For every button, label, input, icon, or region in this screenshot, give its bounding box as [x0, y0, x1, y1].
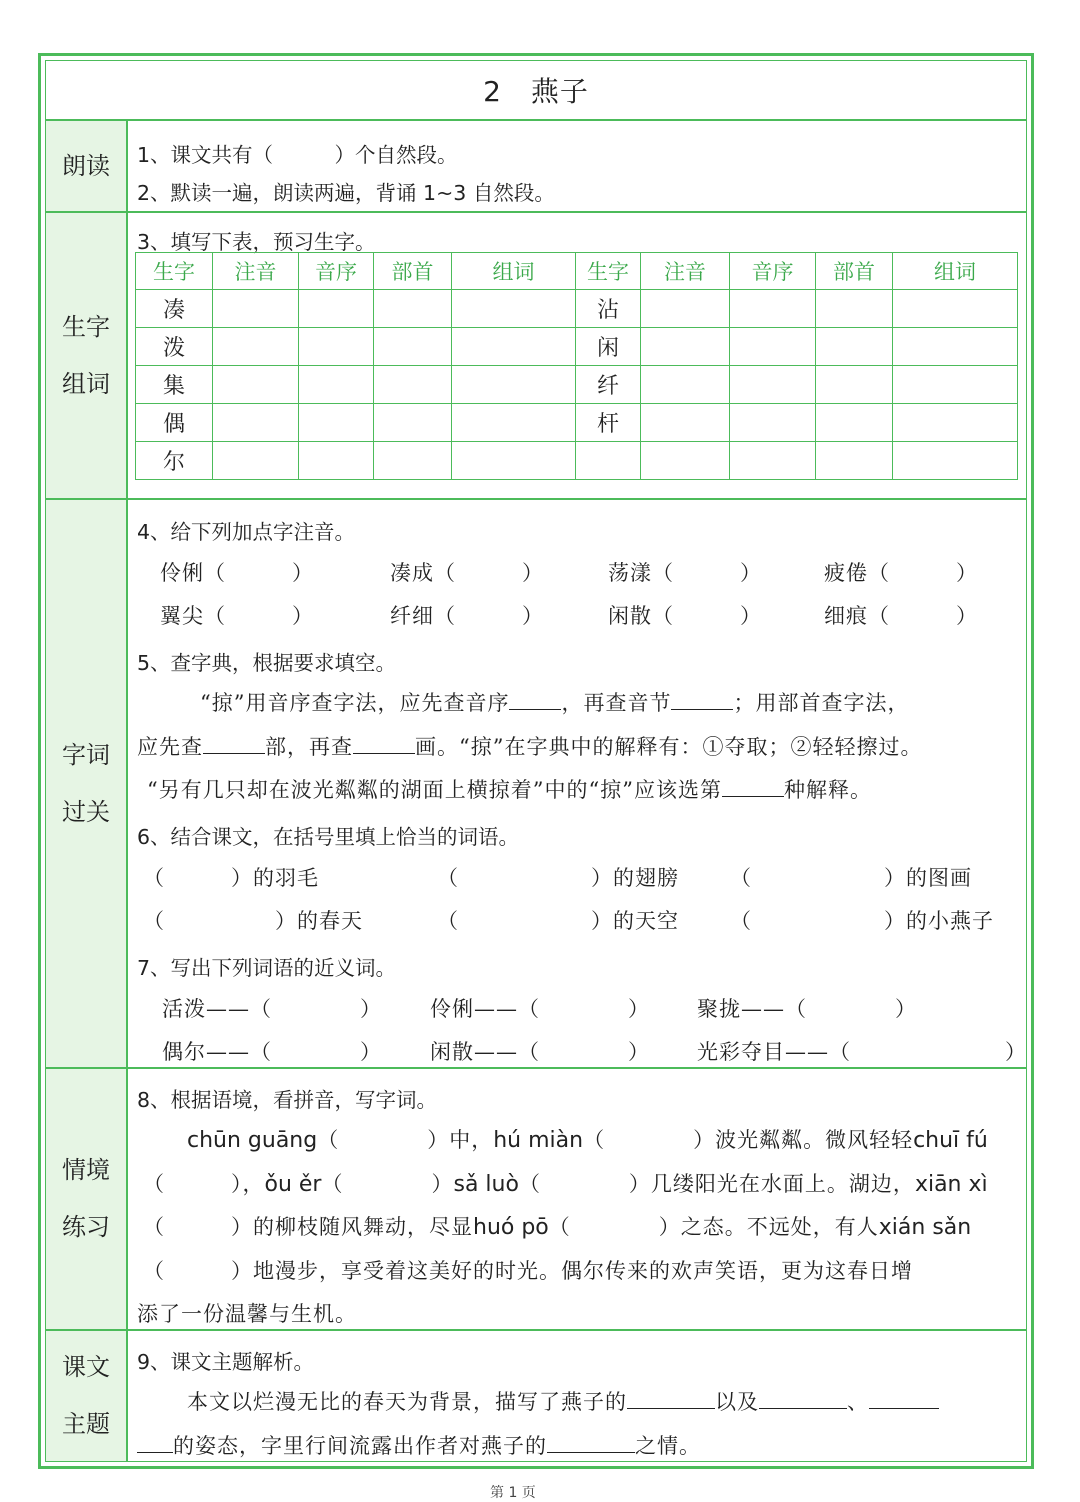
answer-blank[interactable] [203, 735, 265, 754]
section-label-reading: 朗读 [46, 121, 126, 211]
pinyin-item: 伶俐（ ） [160, 561, 314, 585]
answer-blank[interactable] [722, 778, 784, 797]
answer-cell[interactable] [816, 328, 893, 366]
pinyin-item: 疲倦（ ） [824, 561, 978, 585]
pinyin-item: 翼尖（ ） [160, 604, 314, 628]
answer-cell[interactable] [452, 328, 576, 366]
question-3: 3、填写下表，预习生字。 [137, 230, 376, 254]
answer-cell[interactable] [730, 404, 816, 442]
synonym-item: 聚拢——（ ） [697, 997, 917, 1021]
answer-blank[interactable] [137, 1434, 173, 1453]
char-cell: 纤 [576, 366, 641, 404]
table-row [136, 404, 1018, 442]
divider [45, 498, 1027, 500]
phrase-item: （ ）的天空 [437, 909, 679, 933]
table-row [136, 442, 1018, 480]
pinyin-item: 闲散（ ） [608, 604, 762, 628]
section-label-chars: 生字 组词 [46, 213, 126, 498]
answer-cell[interactable] [816, 404, 893, 442]
question-4-heading: 4、给下列加点字注音。 [137, 520, 356, 544]
answer-cell[interactable] [730, 290, 816, 328]
answer-blank[interactable] [671, 691, 733, 710]
char-cell: 尔 [136, 442, 213, 480]
q8-line-4: （ ）地漫步，享受着这美好的时光。偶尔传来的欢声笑语，更为这春日增 [143, 1259, 913, 1283]
divider [45, 119, 1027, 121]
answer-cell[interactable] [299, 366, 374, 404]
answer-cell[interactable] [816, 290, 893, 328]
char-cell: 集 [136, 366, 213, 404]
answer-blank[interactable] [509, 691, 561, 710]
q8-line-1: chūn guāng（ ）中，hú miàn（ ）波光粼粼。微风轻轻chuī fú [187, 1128, 988, 1153]
header-cell: 生字 [576, 253, 641, 290]
divider [45, 211, 1027, 213]
phrase-item: （ ）的羽毛 [143, 866, 319, 890]
char-cell: 闲 [576, 328, 641, 366]
answer-cell[interactable] [213, 290, 299, 328]
header-cell: 组词 [452, 253, 576, 290]
answer-cell[interactable] [374, 366, 452, 404]
char-cell: 偶 [136, 404, 213, 442]
question-9-heading: 9、课文主题解析。 [137, 1350, 315, 1374]
char-cell: 泼 [136, 328, 213, 366]
section-label-theme: 课文 主题 [46, 1331, 126, 1461]
q8-line-5: 添了一份温馨与生机。 [137, 1302, 357, 1326]
header-cell: 注音 [213, 253, 299, 290]
answer-cell[interactable] [213, 442, 299, 480]
answer-cell[interactable] [893, 290, 1018, 328]
question-8-heading: 8、根据语境，看拼音，写字词。 [137, 1088, 438, 1112]
q9-line-2: 的姿态，字里行间流露出作者对燕子的 之情。 [137, 1430, 701, 1460]
pinyin-item: 细痕（ ） [824, 604, 978, 628]
answer-cell[interactable] [452, 404, 576, 442]
answer-blank[interactable] [547, 1434, 635, 1453]
answer-cell[interactable] [299, 442, 374, 480]
table-header-row [136, 253, 1018, 290]
answer-cell[interactable] [730, 442, 816, 480]
phrase-item: （ ）的春天 [143, 909, 363, 933]
question-1: 1、课文共有（ ）个自然段。 [137, 143, 458, 167]
pinyin-item: 凑成（ ） [390, 561, 544, 585]
synonym-item: 活泼——（ ） [162, 997, 382, 1021]
q8-line-2: （ ），ǒu ěr（ ）sǎ luò（ ）几缕阳光在水面上。湖边，xiān xì [143, 1172, 988, 1197]
pinyin-item: 荡漾（ ） [608, 561, 762, 585]
char-cell: 沾 [576, 290, 641, 328]
page-footer: 第 1 页 [490, 1485, 536, 1501]
synonym-item: 闲散——（ ） [430, 1040, 650, 1064]
header-cell: 部首 [816, 253, 893, 290]
phrase-item: （ ）的图画 [730, 866, 972, 890]
answer-cell[interactable] [213, 328, 299, 366]
answer-cell[interactable] [374, 328, 452, 366]
answer-cell[interactable] [816, 442, 893, 480]
synonym-item: 偶尔——（ ） [162, 1040, 382, 1064]
answer-cell[interactable] [816, 366, 893, 404]
synonym-item: 伶俐——（ ） [430, 997, 650, 1021]
answer-cell[interactable] [641, 442, 730, 480]
answer-cell[interactable] [730, 328, 816, 366]
answer-cell[interactable] [893, 366, 1018, 404]
answer-cell[interactable] [641, 328, 730, 366]
char-cell: 凑 [136, 290, 213, 328]
answer-cell[interactable] [641, 366, 730, 404]
answer-cell[interactable] [641, 404, 730, 442]
header-cell: 部首 [374, 253, 452, 290]
answer-blank[interactable] [869, 1390, 939, 1409]
header-cell: 注音 [641, 253, 730, 290]
phrase-item: （ ）的小燕子 [730, 909, 994, 933]
char-cell [576, 442, 641, 480]
answer-cell[interactable] [213, 366, 299, 404]
question-5-heading: 5、查字典，根据要求填空。 [137, 651, 397, 675]
table-row [136, 290, 1018, 328]
column-divider [126, 120, 128, 1461]
answer-cell[interactable] [374, 404, 452, 442]
answer-cell[interactable] [893, 328, 1018, 366]
section-label-context: 情境 练习 [46, 1069, 126, 1329]
divider [45, 1067, 1027, 1069]
answer-cell[interactable] [213, 404, 299, 442]
pinyin-item: 纤细（ ） [390, 604, 544, 628]
q9-line-1: 本文以烂漫无比的春天为背景，描写了燕子的 以及 、 [187, 1386, 939, 1416]
answer-cell[interactable] [893, 404, 1018, 442]
answer-blank[interactable] [627, 1390, 715, 1409]
answer-cell[interactable] [452, 366, 576, 404]
answer-blank[interactable] [353, 735, 415, 754]
q5-line-2: 应先查 部，再查 画。“掠”在字典中的解释有：①夺取；②轻轻擦过。 [137, 735, 923, 759]
answer-cell[interactable] [299, 290, 374, 328]
header-cell: 音序 [730, 253, 816, 290]
phrase-item: （ ）的翅膀 [437, 866, 679, 890]
table-row [136, 366, 1018, 404]
answer-cell[interactable] [299, 328, 374, 366]
char-cell: 杆 [576, 404, 641, 442]
answer-cell[interactable] [730, 366, 816, 404]
table-row [136, 328, 1018, 366]
q8-line-3: （ ）的柳枝随风舞动，尽显huó pō（ ）之态。不远处，有人xián sǎn [143, 1215, 972, 1240]
header-cell: 音序 [299, 253, 374, 290]
header-cell: 生字 [136, 253, 213, 290]
answer-cell[interactable] [452, 442, 576, 480]
question-7-heading: 7、写出下列词语的近义词。 [137, 956, 397, 980]
question-2: 2、默读一遍，朗读两遍，背诵 1~3 自然段。 [137, 181, 555, 205]
divider [45, 1329, 1027, 1331]
answer-cell[interactable] [452, 290, 576, 328]
q5-line-1: “掠”用音序查字法，应先查音序 ，再查音节 ；用部首查字法， [200, 691, 910, 715]
synonym-item: 光彩夺目——（ ） [697, 1040, 1027, 1064]
section-label-words: 字词 过关 [46, 500, 126, 1067]
answer-cell[interactable] [641, 290, 730, 328]
q5-line-3: “另有几只却在波光粼粼的湖面上横掠着”中的“掠”应该选第 种解释。 [147, 778, 872, 802]
answer-cell[interactable] [374, 442, 452, 480]
character-table [135, 252, 1018, 480]
answer-blank[interactable] [759, 1390, 847, 1409]
page-title: 2 燕子 [483, 75, 589, 108]
header-cell: 组词 [893, 253, 1018, 290]
answer-cell[interactable] [374, 290, 452, 328]
answer-cell[interactable] [299, 404, 374, 442]
answer-cell[interactable] [893, 442, 1018, 480]
question-6-heading: 6、结合课文，在括号里填上恰当的词语。 [137, 825, 520, 849]
